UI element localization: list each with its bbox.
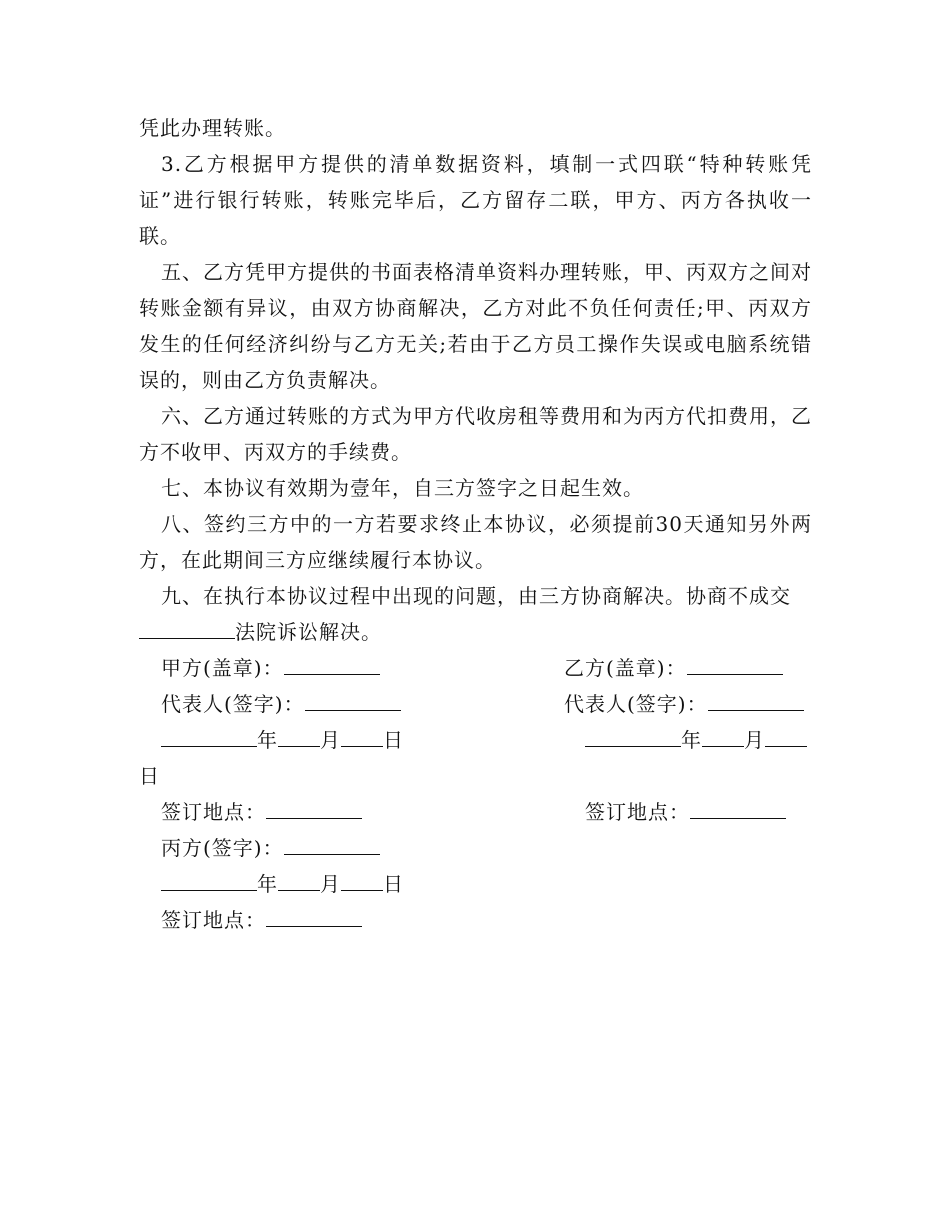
party-a-seal-label: 甲方(盖章)： <box>161 656 284 680</box>
place-c-label: 签订地点： <box>161 908 266 932</box>
place-a-blank[interactable] <box>266 796 362 819</box>
article-9-tail: 法院诉讼解决。 <box>235 620 382 644</box>
date-c-month-label: 月 <box>320 872 341 896</box>
date-b-day-label: 日 <box>139 764 160 788</box>
party-b-seal-label: 乙方(盖章)： <box>564 656 687 680</box>
signature-row-date-wrap <box>139 758 812 794</box>
date-b-month-label: 月 <box>744 728 765 752</box>
date-c-year-blank[interactable] <box>161 868 257 891</box>
date-c-month-blank[interactable] <box>278 868 320 891</box>
date-c-year-label: 年 <box>257 872 278 896</box>
signature-row-date <box>139 722 812 758</box>
date-a-day-blank[interactable] <box>341 724 383 747</box>
date-a-month-label: 月 <box>320 728 341 752</box>
date-c <box>161 866 404 902</box>
place-a <box>161 794 362 830</box>
paragraph-article-6: 六、乙方通过转账的方式为甲方代收房租等费用和为丙方代扣费用，乙方不收甲、丙双方的手续费。 <box>139 404 812 464</box>
date-a <box>161 722 404 758</box>
paragraph-article-9-cont <box>139 614 812 650</box>
court-blank[interactable] <box>139 616 235 639</box>
party-a-seal-blank[interactable] <box>284 652 380 675</box>
paragraph-continued: 凭此办理转账。 <box>139 116 286 140</box>
article-9-text: 九、在执行本协议过程中出现的问题，由三方协商解决。协商不成交 <box>161 584 791 608</box>
date-b-year-label: 年 <box>681 728 702 752</box>
date-a-day-label: 日 <box>383 728 404 752</box>
party-a-seal <box>161 650 380 686</box>
signature-row-party-c <box>139 830 812 866</box>
paragraph-article-5: 五、乙方凭甲方提供的书面表格清单资料办理转账，甲、丙双方之间对转账金额有异议，由双方协商解决，乙方对此不负任何责任;甲、丙双方发生的任何经济纠纷与乙方无关;若由于乙方员工操作失误或电脑系统错误的，则由乙方负责解决。 <box>139 260 812 392</box>
rep-sign-a-label: 代表人(签字)： <box>161 692 305 716</box>
date-a-year-label: 年 <box>257 728 278 752</box>
date-a-month-blank[interactable] <box>278 724 320 747</box>
document-page <box>139 110 812 938</box>
party-c-sign <box>161 830 380 866</box>
signature-row-date-c <box>139 866 812 902</box>
rep-sign-a-blank[interactable] <box>305 688 401 711</box>
party-c-sign-blank[interactable] <box>284 832 380 855</box>
party-c-sign-label: 丙方(签字)： <box>161 836 284 860</box>
party-b-seal <box>564 650 783 686</box>
place-b-label: 签订地点： <box>585 800 690 824</box>
place-b-blank[interactable] <box>690 796 786 819</box>
paragraph-article-7: 七、本协议有效期为壹年，自三方签字之日起生效。 <box>161 476 644 500</box>
signature-row-rep <box>139 686 812 722</box>
rep-sign-b <box>564 686 804 722</box>
date-c-day-label: 日 <box>383 872 404 896</box>
place-b <box>585 794 786 830</box>
signature-row-place <box>139 794 812 830</box>
date-b-day-blank[interactable] <box>765 724 807 747</box>
paragraph-article-8: 八、签约三方中的一方若要求终止本协议，必须提前30天通知另外两方，在此期间三方应继续履行本协议。 <box>139 512 812 572</box>
rep-sign-a <box>161 686 401 722</box>
party-b-seal-blank[interactable] <box>687 652 783 675</box>
paragraph-clause-3: 3.乙方根据甲方提供的清单数据资料，填制一式四联“特种转账凭证”进行银行转账，转账完毕后，乙方留存二联，甲方、丙方各执收一联。 <box>139 152 812 248</box>
signature-row-place-c <box>139 902 812 938</box>
rep-sign-b-label: 代表人(签字)： <box>564 692 708 716</box>
date-b-month-blank[interactable] <box>702 724 744 747</box>
rep-sign-b-blank[interactable] <box>708 688 804 711</box>
signature-row-seal <box>139 650 812 686</box>
place-a-label: 签订地点： <box>161 800 266 824</box>
place-c <box>161 902 362 938</box>
date-b <box>585 722 807 758</box>
place-c-blank[interactable] <box>266 904 362 927</box>
date-a-year-blank[interactable] <box>161 724 257 747</box>
date-b-year-blank[interactable] <box>585 724 681 747</box>
paragraph-article-9 <box>139 578 812 614</box>
date-c-day-blank[interactable] <box>341 868 383 891</box>
